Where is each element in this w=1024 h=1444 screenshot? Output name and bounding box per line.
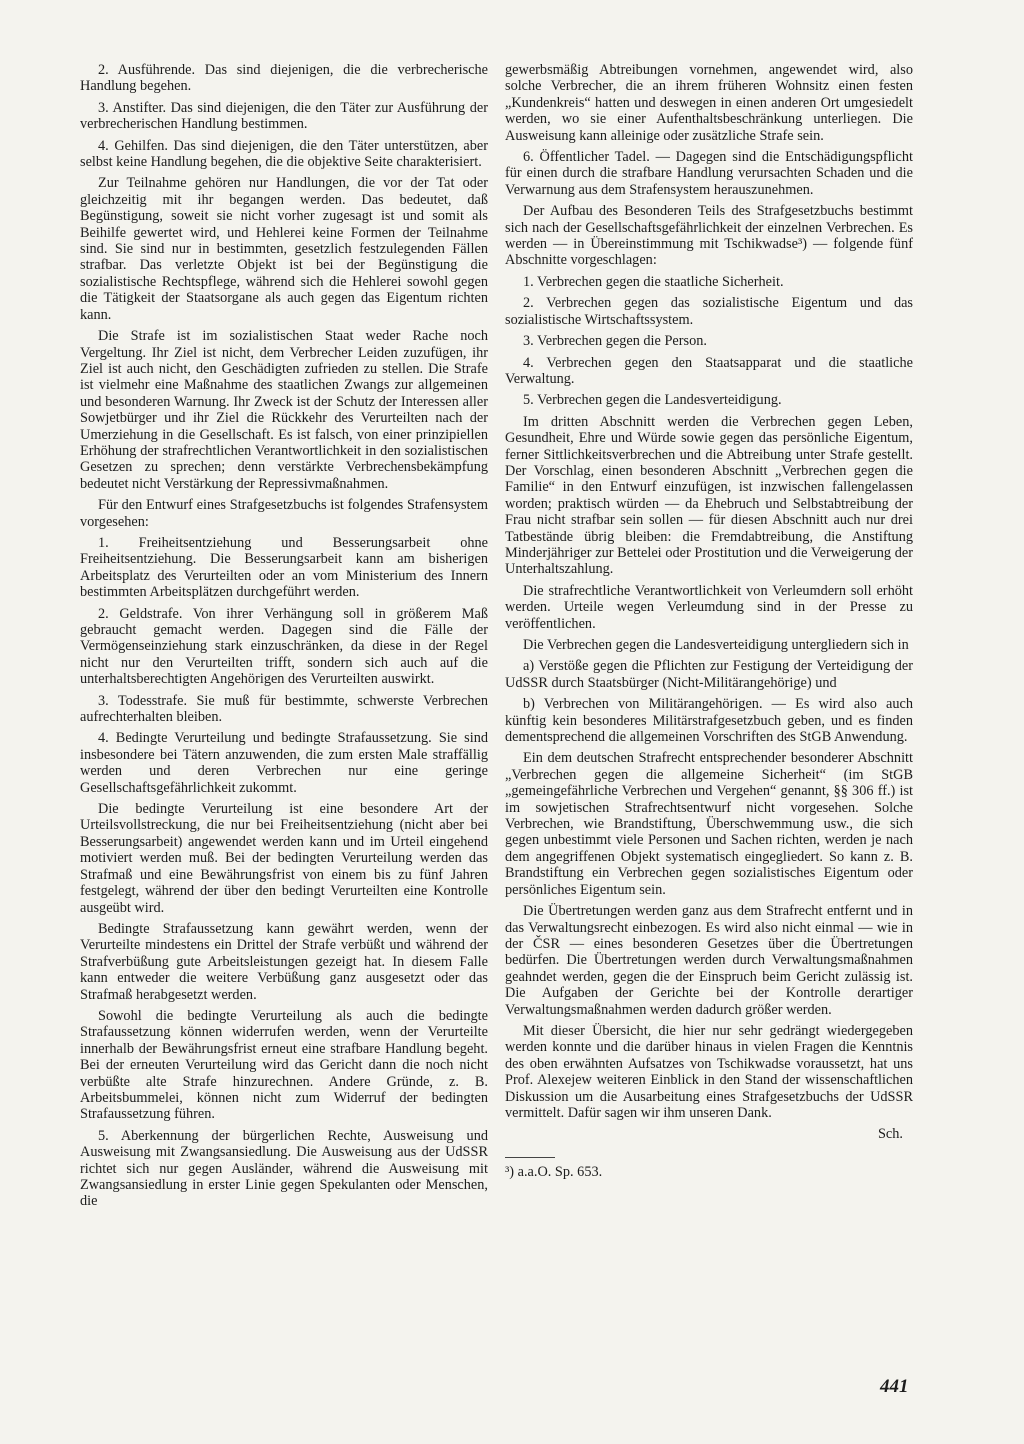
paragraph: gewerbsmäßig Abtreibungen vornehmen, angewendet wird, also solche Verbrecher, die an ihrem früheren Wohnsitz einen festen „Kundenkreis“ hatten und deswegen in einen anderen Ort umgesiedelt werden, wo sie einer Aufenthaltsbeschränkung unterliegen. Die Ausweisung kann alleinige oder zusätzliche Strafe sein. xyxy=(505,62,913,144)
footnote: ³) a.a.O. Sp. 653. xyxy=(505,1163,603,1180)
paragraph: 6. Öffentlicher Tadel. — Dagegen sind die Entschädigungspflicht für einen durch die strafbare Handlung verursachten Schaden und die Verwarnung aus dem Strafensystem herauszunehmen. xyxy=(505,149,913,198)
paragraph: 2. Ausführende. Das sind diejenigen, die die verbrecherische Handlung begehen. xyxy=(80,62,488,95)
paragraph: Der Aufbau des Besonderen Teils des Strafgesetzbuchs bestimmt sich nach der Gesellschaftsgefährlichkeit der einzelnen Verbrechen. Es werden — in Übereinstimmung mit Tschikwadse³) — folgende fünf Abschnitte vorgeschlagen: xyxy=(505,203,913,269)
paragraph: 2. Geldstrafe. Von ihrer Verhängung soll in größerem Maß gebraucht gemacht werden. Dagegen sind die Fälle der Vermögenseinziehung stark einzuschränken, da diese in der Regel nicht nur den Verurteilten trifft, sondern sich auch auf die unterhaltsberechtigten Angehörigen des Verurteilten auswirkt. xyxy=(80,605,488,688)
paragraph: Bedingte Strafaussetzung kann gewährt werden, wenn der Verurteilte mindestens ein Drittel der Strafe verbüßt und während der Strafverbüßung gute Arbeitsleistungen gezeigt hat. In diesem Falle kann entweder die weitere Verbüßung ganz ausgesetzt oder das Strafmaß herabgesetzt werden. xyxy=(80,920,488,1003)
page-number: 441 xyxy=(880,1376,909,1397)
paragraph: Die bedingte Verurteilung ist eine besondere Art der Urteilsvollstreckung, die nur bei Freiheitsentziehung (nicht aber bei Besserungsarbeit) angewendet werden kann und im Urteil eingehend motiviert werden muß. Bei der bedingten Verurteilung werden das Strafmaß und eine Bewährungsfrist von einem bis zu fünf Jahren festgelegt, während der über den bedingt Verurteilten eine Kontrolle ausgeübt wird. xyxy=(80,801,488,916)
paragraph: 4. Bedingte Verurteilung und bedingte Strafaussetzung. Sie sind insbesondere bei Tätern anzuwenden, die zum ersten Male straffällig werden und deren Verbrechen nur eine geringe Gesellschaftsgefährlichkeit zukommt. xyxy=(80,730,488,796)
paragraph: Im dritten Abschnitt werden die Verbrechen gegen Leben, Gesundheit, Ehre und Würde sowie gegen das persönliche Eigentum, ferner Sittlichkeitsverbrechen und die Abtreibung unter Strafe gestellt. Der Vorschlag, einen besonderen Abschnitt „Verbrechen gegen die Familie“ in den Entwurf einzufügen, ist inzwischen fallengelassen worden; praktisch würden — da Ehebruch und Selbstabtreibung der Frau nicht strafbar sein sollen — für diesen Abschnitt auch nur drei Tatbestände übrig bleiben: die Fremdabtreibung, die Anstiftung Minderjähriger zur Bettelei oder Prostitution und die Verweigerung der Unterhaltszahlung. xyxy=(505,413,913,578)
paragraph: 4. Gehilfen. Das sind diejenigen, die den Täter unterstützen, aber selbst keine Handlung begehen, die die objektive Seite charakterisiert. xyxy=(80,137,488,171)
right-column xyxy=(505,62,913,1185)
paragraph: Mit dieser Übersicht, die hier nur sehr gedrängt wiedergegeben werden konnte und die darüber hinaus in vielen Fragen die Kenntnis des oben erwähnten Aufsatzes von Tschikwadse voraussetzt, hat uns Prof. Alexejew weiteren Einblick in den Stand der wissenschaftlichen Diskussion um die Ausarbeitung eines Strafgesetzbuchs der UdSSR vermittelt. Dafür sagen wir ihm unseren Dank. xyxy=(505,1022,913,1121)
paragraph: Die Verbrechen gegen die Landesverteidigung untergliedern sich in xyxy=(523,637,909,653)
list-item: 3. Verbrechen gegen die Person. xyxy=(523,333,707,350)
footnote-divider xyxy=(505,1157,555,1158)
list-item: 5. Verbrechen gegen die Landesverteidigung. xyxy=(523,392,782,409)
paragraph: 3. Anstifter. Das sind diejenigen, die den Täter zur Ausführung der verbrecherischen Handlung bestimmen. xyxy=(80,99,488,133)
paragraph: 1. Freiheitsentziehung und Besserungsarbeit ohne Freiheitsentziehung. Die Besserungsarbeit kann am bisherigen Arbeitsplatz des Verurteilten oder an vom Ministerium des Innern bestimmten Arbeitsplätzen durchgeführt werden. xyxy=(80,534,488,601)
paragraph: 3. Todesstrafe. Sie muß für bestimmte, schwerste Verbrechen aufrechterhalten bleiben. xyxy=(80,692,488,726)
paragraph: Zur Teilnahme gehören nur Handlungen, die vor der Tat oder gleichzeitig mit ihr begangen werden. Das bedeutet, daß Begünstigung, soweit sie nicht vorher zugesagt ist und somit als Beihilfe gewertet wird, und Hehlerei keine Formen der Teilnahme sind. Sie sind nur in bestimmten, gesetzlich festzulegenden Fällen strafbar. Das verletzte Objekt ist bei der Begünstigung die sozialistische Rechtspflege, während sich die Hehlerei sowohl gegen die Tätigkeit der Staatsorgane als auch gegen das Eigentum richten kann. xyxy=(80,175,488,323)
list-item: b) Verbrechen von Militärangehörigen. — Es wird also auch künftig kein besonderes Militärstrafgesetzbuch geben, und es finden dementsprechend die allgemeinen Vorschriften des StGB Anwendung. xyxy=(505,696,913,746)
paragraph: Die Übertretungen werden ganz aus dem Strafrecht entfernt und in das Verwaltungsrecht einbezogen. Es wird also nicht einmal — wie in der ČSR — eines besonderen Gesetzes über die Übertretungen bedürfen. Die Übertretungen werden durch Verwaltungsmaßnahmen geahndet werden, gegen die der Einspruch beim Gericht zulässig ist. Die Aufgaben der Gerichte bei der Kontrolle derartiger Verwaltungsmaßnahmen werden dadurch größer werden. xyxy=(505,903,913,1018)
paragraph: 5. Aberkennung der bürgerlichen Rechte, Ausweisung und Ausweisung mit Zwangsansiedlung. Die Ausweisung aus der UdSSR richtet sich nur gegen Ausländer, während die Ausweisung mit Zwangsansiedlung in erster Linie gegen Spekulanten oder Menschen, die xyxy=(80,1127,488,1210)
paragraph: Die strafrechtliche Verantwortlichkeit von Verleumdern soll erhöht werden. Urteile wegen Verleumdung sind in der Presse zu veröffentlichen. xyxy=(505,582,913,632)
paragraph: Die Strafe ist im sozialistischen Staat weder Rache noch Vergeltung. Ihr Ziel ist nicht, dem Verbrecher Leiden zuzufügen, ihr Ziel ist auch nicht, den Geschädigten zufrieden zu stellen. Die Strafe ist vielmehr eine Maßnahme des staatlichen Zwangs zur allgemeinen und besonderen Warnung. Ihr Zweck ist der Schutz der Interessen aller Sowjetbürger und ihr Ziel die Rückkehr des Verurteilten nach der Umerziehung in die Gesellschaft. Es ist falsch, von einer prinzipiellen Erhöhung der strafrechtlichen Verantwortlichkeit in den sozialistischen Gesetzen zu sprechen; denn verstärkte Verbrechensbekämpfung bedeutet nicht Verstärkung der Repressivmaßnahmen. xyxy=(80,328,488,492)
paragraph: Ein dem deutschen Strafrecht entsprechender besonderer Abschnitt „Verbrechen gegen die allgemeine Sicherheit“ (im StGB „gemeingefährliche Verbrechen und Vergehen“ genannt, §§ 306 ff.) ist im sowjetischen Strafrechtsentwurf nicht vorgesehen. Solche Verbrechen, wie Brandstiftung, Überschwemmung usw., die sich gegen unbestimmt viele Personen und Sachen richten, werden je nach dem angegriffenen Objekt systematisch eingegliedert. So kann z. B. Brandstiftung ein Verbrechen gegen sozialistisches Eigentum oder persönliches Eigentum sein. xyxy=(505,750,913,898)
author-signature: Sch. xyxy=(877,1126,903,1143)
paragraph: Für den Entwurf eines Strafgesetzbuchs ist folgendes Strafensystem vorgesehen: xyxy=(80,497,488,530)
list-item: 1. Verbrechen gegen die staatliche Sicherheit. xyxy=(523,273,784,290)
list-item: a) Verstöße gegen die Pflichten zur Festigung der Verteidigung der UdSSR durch Staatsbürger (Nicht-Militärangehörige) und xyxy=(505,658,913,691)
list-item: 4. Verbrechen gegen den Staatsapparat und die staatliche Verwaltung. xyxy=(505,354,913,387)
left-column xyxy=(80,62,488,1215)
paragraph: Sowohl die bedingte Verurteilung als auch die bedingte Strafaussetzung können widerrufen werden, wenn der Verurteilte innerhalb der Bewährungsfrist erneut eine strafbare Handlung begeht. Bei der erneuten Verurteilung wird das Gericht dann die noch nicht verbüßte alte Strafe hinzurechnen. Andere Gründe, z. B. Arbeitsbummelei, können nicht zum Widerruf der bedingten Strafaussetzung führen. xyxy=(80,1007,488,1123)
list-item: 2. Verbrechen gegen das sozialistische Eigentum und das sozialistische Wirtschaftssystem. xyxy=(505,295,913,328)
